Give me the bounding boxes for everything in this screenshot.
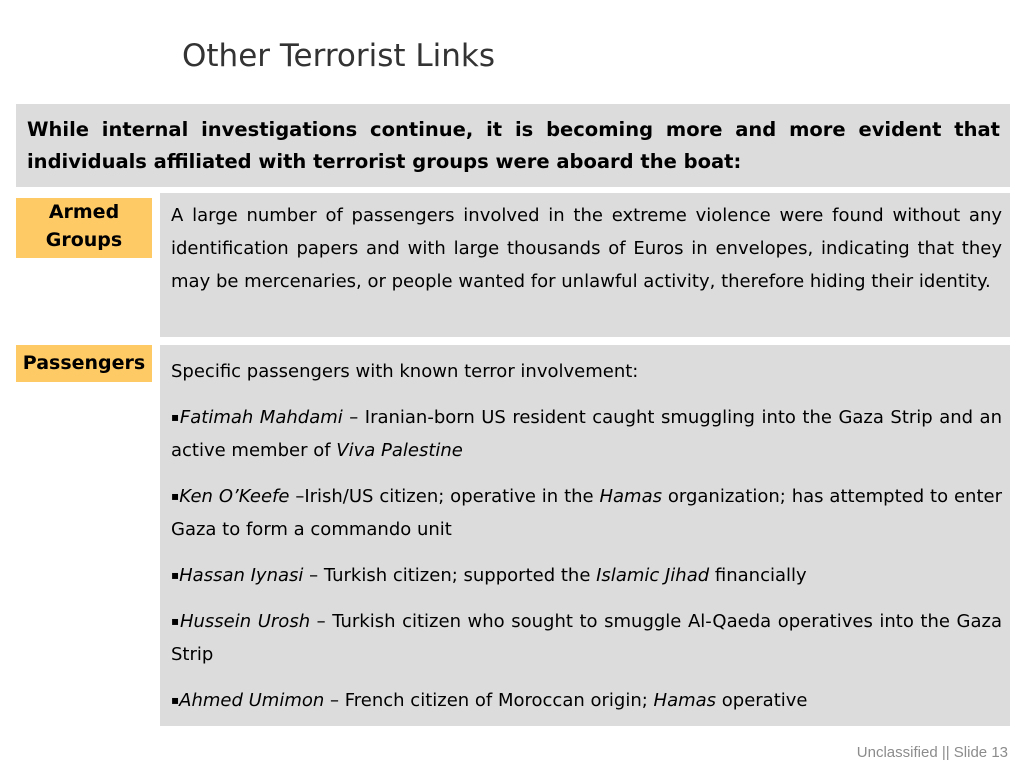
person-desc-end: organization; has attempted to enter Gaza to form a commando unit xyxy=(171,486,1003,540)
bullet-icon: ▪ xyxy=(171,693,180,707)
person-name: Hassan Iynasi xyxy=(179,565,304,586)
person-name: Fatimah Mahdami xyxy=(179,407,343,428)
person-desc-end: operative xyxy=(716,690,808,711)
armed-groups-label-text: Armed Groups xyxy=(45,201,123,251)
person-name: Ken O’Keefe xyxy=(179,486,290,507)
org-name: Hamas xyxy=(599,486,662,507)
org-name: Hamas xyxy=(653,690,717,711)
list-item xyxy=(171,559,1002,592)
slide-footer: Unclassified || Slide 13 xyxy=(856,744,1008,761)
person-desc: – Turkish citizen who sought to smuggle Al-Qaeda operatives into the Gaza Strip xyxy=(171,611,1002,665)
passengers-panel xyxy=(160,345,1010,726)
person-desc: –Irish/US citizen; operative in the xyxy=(289,486,600,507)
passengers-label: Passengers xyxy=(16,345,152,382)
passengers-heading: Specific passengers with known terror involvement: xyxy=(171,361,639,382)
person-name: Ahmed Umimon xyxy=(179,690,325,711)
armed-groups-text: A large number of passengers involved in the extreme violence were found without any identification papers and with large thousands of Euros in envelopes, indicating that they may be mercenaries, or people wanted for unlawful activity, therefore hiding their identity. xyxy=(171,205,1002,292)
person-desc-end: financially xyxy=(709,565,807,586)
list-item xyxy=(171,684,1002,717)
armed-groups-label xyxy=(16,198,152,258)
person-name: Hussein Urosh xyxy=(179,611,311,632)
list-item xyxy=(171,605,1002,671)
slide-title: Other Terrorist Links xyxy=(182,38,495,74)
bullet-icon: ▪ xyxy=(171,410,180,424)
list-item xyxy=(171,480,1002,546)
intro-box: While internal investigations continue, it is becoming more and more evident that individuals affiliated with terrorist groups were aboard the boat: xyxy=(16,104,1010,187)
list-item xyxy=(171,401,1002,467)
person-desc: – Turkish citizen; supported the xyxy=(303,565,597,586)
bullet-icon: ▪ xyxy=(171,614,180,628)
bullet-icon: ▪ xyxy=(171,568,180,582)
armed-groups-panel xyxy=(160,193,1010,337)
org-name: Islamic Jihad xyxy=(596,565,710,586)
bullet-icon: ▪ xyxy=(171,489,180,503)
org-name: Viva Palestine xyxy=(336,440,463,461)
person-desc: – Iranian-born US resident caught smuggling into the Gaza Strip and an active member of xyxy=(171,407,1002,461)
person-desc: – French citizen of Moroccan origin; xyxy=(324,690,654,711)
